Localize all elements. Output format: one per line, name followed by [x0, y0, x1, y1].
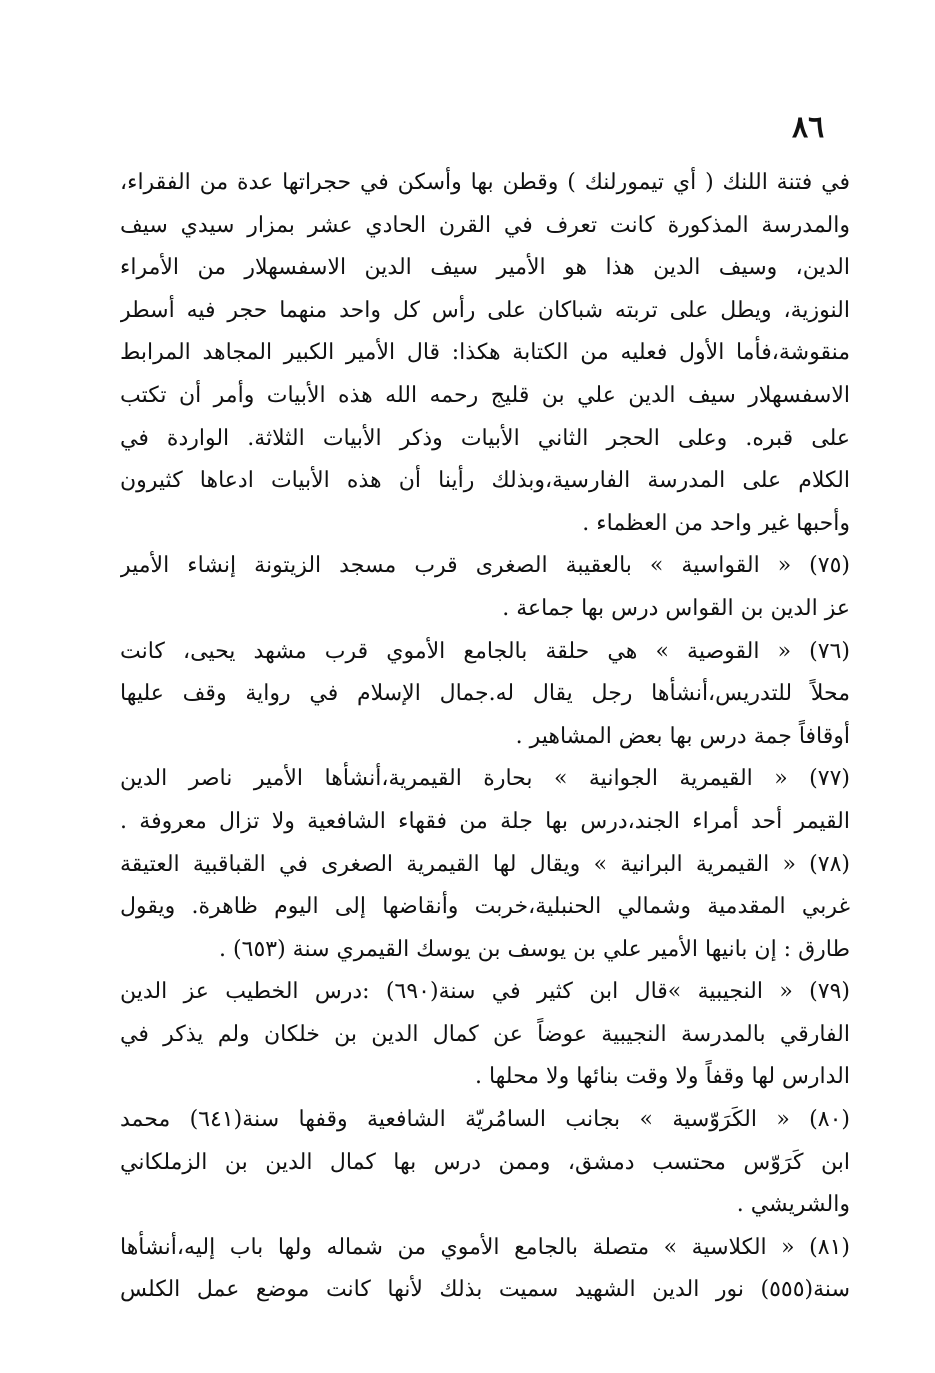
text-line: الكلام على المدرسة الفارسية،وبذلك رأينا أن هذه الأبيات ادعاها كثيرون	[120, 468, 850, 494]
text-line: النوزية، ويطل على تربته شباكان على رأس كل واحد منهما حجر فيه أسطر	[120, 297, 850, 323]
text-line: ابن كَرَوّس محتسب دمشق، وممن درس بها كمال الدين بن الزملكاني	[120, 1149, 850, 1175]
text-line: (٨٠) « الكَرَوّسية » بجانب السامُريّة الشافعية وقفها سنة(٦٤١) محمد	[120, 1107, 850, 1133]
text-line: والمدرسة المذكورة كانت تعرف في القرن الحادي عشر بمزار سيدي سيف	[120, 212, 850, 238]
text-line: والشريشي .	[736, 1192, 850, 1218]
text-line: القيمر أحد أمراء الجند،درس بها جلة من فقهاء الشافعية ولا تزال معروفة .	[120, 808, 850, 834]
text-line: (٧٧) « القيمرية الجوانية » بحارة القيمرية،أنشأها الأمير ناصر الدين	[120, 766, 850, 792]
text-line: وأحبها غير واحد من العظماء .	[582, 510, 850, 536]
text-line: على قبره. وعلى الحجر الثاني الأبيات وذكر الأبيات الثلاثة. الواردة في	[120, 425, 850, 451]
text-line: أوقافاً جمة درس بها بعض المشاهير .	[515, 723, 850, 749]
text-line: (٧٦) « القوصية » هي حلقة بالجامع الأموي قرب مشهد يحيى، كانت	[120, 638, 850, 664]
text-line: الاسفسهلار سيف الدين علي بن قليج رحمه الله هذه الأبيات وأمر أن تكتب	[120, 382, 850, 408]
text-line: الدين، وسيف الدين هذا هو الأمير سيف الدين الاسفسهلار من الأمراء	[120, 255, 850, 281]
text-line: في فتنة اللنك ( أي تيمورلنك ) وقطن بها وأسكن في حجراتها عدة من الفقراء،	[120, 170, 850, 195]
text-line: (٧٨) « القيمرية البرانية » ويقال لها القيمرية الصغرى في القباقبية العتيقة	[120, 851, 850, 877]
text-line: (٧٩) « النجيبية »قال ابن كثير في سنة(٦٩٠) :درس الخطيب عز الدين	[120, 979, 850, 1005]
text-line: منقوشة،فأما الأول فعليه من الكتابة هكذا: قال الأمير الكبير المجاهد المرابط	[120, 340, 850, 366]
text-line: محلاً للتدريس،أنشأها رجل يقال له.جمال الإسلام في رواية وقف عليها	[120, 681, 850, 707]
page-body-text	[120, 162, 850, 1312]
page-number: ٨٦	[792, 110, 825, 145]
text-line: عز الدين بن القواس درس بها جماعة .	[502, 595, 850, 621]
text-line: الفارقي بالمدرسة النجيبية عوضاً عن كمال الدين بن خلكان ولم يذكر في	[120, 1021, 850, 1047]
text-line: (٨١) « الكلاسية » متصلة بالجامع الأموي من شماله ولها باب إليه،أنشأها	[120, 1234, 850, 1260]
text-line: طارق : إن بانيها الأمير علي بن يوسف بن يوسك القيمري سنة (٦٥٣) .	[219, 936, 850, 962]
text-line: سنة(٥٥٥) نور الدين الشهيد سميت بذلك لأنها كانت موضع عمل الكلس	[120, 1277, 850, 1303]
text-line: غربي المقدمية وشمالي الحنبلية،خربت وأنقاضها إلى اليوم ظاهرة. ويقول	[120, 894, 850, 920]
text-line: الدارس لها وقفاً ولا وقت بنائها ولا محلها .	[474, 1064, 850, 1090]
text-line: (٧٥) « القواسية » بالعقيبة الصغرى قرب مسجد الزيتونة إنشاء الأمير	[120, 553, 850, 579]
